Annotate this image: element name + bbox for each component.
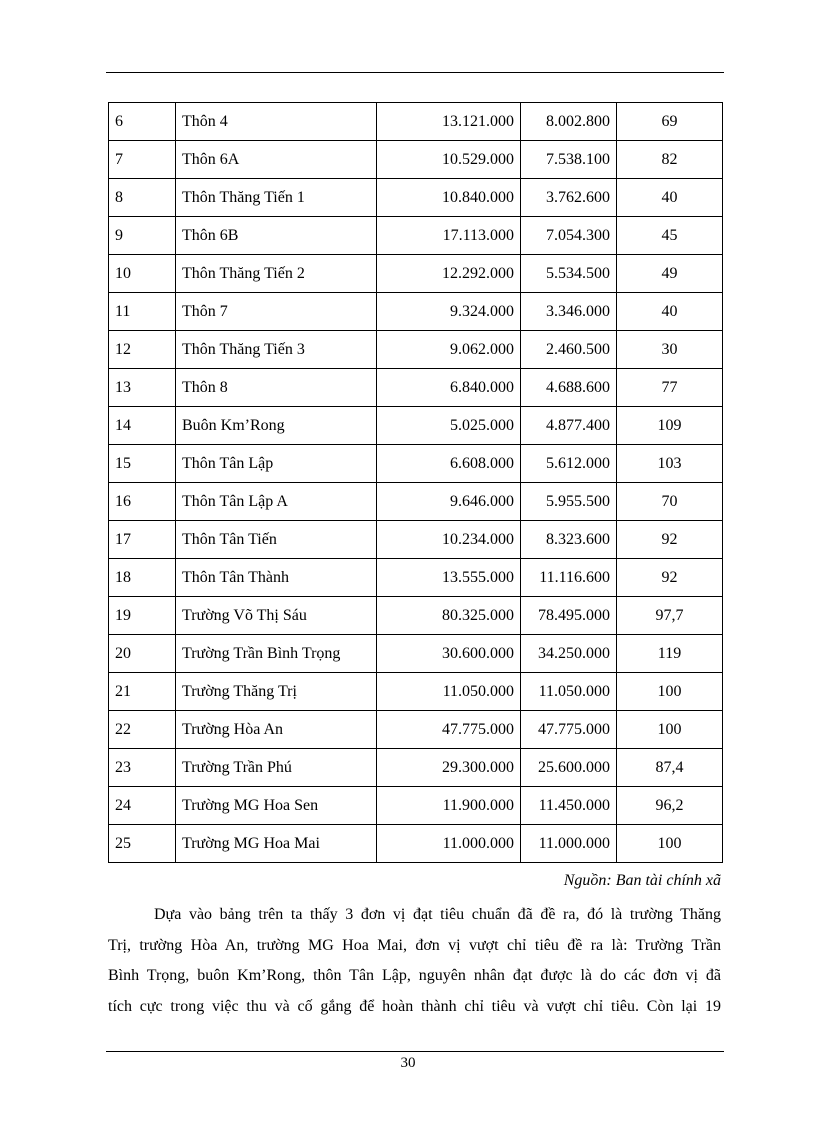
cell-plan-amount: 47.775.000 [377,711,521,749]
cell-percent: 119 [617,635,723,673]
table-row [109,673,723,711]
cell-actual-amount: 3.346.000 [521,293,617,331]
table-row [109,103,723,141]
cell-plan-amount: 17.113.000 [377,217,521,255]
header-rule [106,72,724,73]
cell-unit-name: Thôn 4 [176,103,377,141]
footer-rule [106,1051,724,1052]
cell-plan-amount: 11.050.000 [377,673,521,711]
table-row [109,407,723,445]
cell-plan-amount: 10.234.000 [377,521,521,559]
cell-percent: 45 [617,217,723,255]
cell-actual-amount: 8.323.600 [521,521,617,559]
cell-percent: 100 [617,711,723,749]
table-row [109,179,723,217]
cell-index: 20 [109,635,176,673]
cell-unit-name: Buôn Km’Rong [176,407,377,445]
cell-unit-name: Thôn Thăng Tiến 3 [176,331,377,369]
table-row [109,255,723,293]
table-row [109,369,723,407]
paragraph-line: Bình Trọng, buôn Km’Rong, thôn Tân Lập, nguyên nhân đạt được là do các đơn vị đã [108,967,721,984]
cell-index: 17 [109,521,176,559]
table-row [109,141,723,179]
cell-actual-amount: 11.116.600 [521,559,617,597]
cell-unit-name: Trường Võ Thị Sáu [176,597,377,635]
cell-plan-amount: 6.840.000 [377,369,521,407]
cell-unit-name: Thôn Tân Thành [176,559,377,597]
cell-unit-name: Thôn Tân Tiến [176,521,377,559]
cell-index: 8 [109,179,176,217]
cell-index: 11 [109,293,176,331]
table-body [109,103,723,863]
cell-plan-amount: 13.121.000 [377,103,521,141]
cell-index: 23 [109,749,176,787]
cell-unit-name: Thôn Tân Lập A [176,483,377,521]
cell-index: 19 [109,597,176,635]
cell-actual-amount: 4.877.400 [521,407,617,445]
cell-plan-amount: 29.300.000 [377,749,521,787]
table-row [109,749,723,787]
cell-percent: 103 [617,445,723,483]
cell-unit-name: Thôn 6A [176,141,377,179]
cell-index: 14 [109,407,176,445]
cell-index: 22 [109,711,176,749]
cell-index: 6 [109,103,176,141]
cell-index: 21 [109,673,176,711]
paragraph-line: Dựa vào bảng trên ta thấy 3 đơn vị đạt tiêu chuẩn đã đề ra, đó là trường Thăng [154,906,721,923]
cell-index: 15 [109,445,176,483]
cell-index: 24 [109,787,176,825]
cell-actual-amount: 3.762.600 [521,179,617,217]
cell-percent: 30 [617,331,723,369]
cell-percent: 70 [617,483,723,521]
cell-plan-amount: 9.646.000 [377,483,521,521]
cell-plan-amount: 11.900.000 [377,787,521,825]
table-row [109,711,723,749]
cell-actual-amount: 5.955.500 [521,483,617,521]
cell-plan-amount: 10.529.000 [377,141,521,179]
cell-unit-name: Thôn Tân Lập [176,445,377,483]
cell-plan-amount: 9.062.000 [377,331,521,369]
cell-percent: 40 [617,179,723,217]
table-row [109,559,723,597]
cell-percent: 100 [617,673,723,711]
table-row [109,445,723,483]
cell-plan-amount: 10.840.000 [377,179,521,217]
cell-unit-name: Trường Trần Bình Trọng [176,635,377,673]
cell-unit-name: Thôn 6B [176,217,377,255]
table-row [109,293,723,331]
table-row [109,331,723,369]
cell-percent: 96,2 [617,787,723,825]
cell-percent: 97,7 [617,597,723,635]
cell-actual-amount: 47.775.000 [521,711,617,749]
cell-actual-amount: 2.460.500 [521,331,617,369]
cell-plan-amount: 5.025.000 [377,407,521,445]
cell-unit-name: Thôn 7 [176,293,377,331]
cell-unit-name: Thôn Thăng Tiến 1 [176,179,377,217]
page-number: 30 [400,1055,416,1071]
table-row [109,635,723,673]
cell-plan-amount: 9.324.000 [377,293,521,331]
table-row [109,597,723,635]
cell-actual-amount: 11.050.000 [521,673,617,711]
cell-actual-amount: 11.000.000 [521,825,617,863]
cell-unit-name: Thôn Thăng Tiến 2 [176,255,377,293]
cell-percent: 49 [617,255,723,293]
cell-actual-amount: 78.495.000 [521,597,617,635]
table-row [109,521,723,559]
cell-unit-name: Trường Trần Phú [176,749,377,787]
cell-index: 10 [109,255,176,293]
cell-index: 25 [109,825,176,863]
cell-actual-amount: 25.600.000 [521,749,617,787]
paragraph-line: Trị, trường Hòa An, trường MG Hoa Mai, đơn vị vượt chỉ tiêu đề ra là: Trường Trần [108,936,721,954]
cell-percent: 92 [617,559,723,597]
cell-actual-amount: 7.054.300 [521,217,617,255]
cell-percent: 100 [617,825,723,863]
cell-percent: 87,4 [617,749,723,787]
cell-actual-amount: 8.002.800 [521,103,617,141]
cell-plan-amount: 11.000.000 [377,825,521,863]
cell-percent: 82 [617,141,723,179]
cell-index: 13 [109,369,176,407]
cell-unit-name: Thôn 8 [176,369,377,407]
cell-plan-amount: 12.292.000 [377,255,521,293]
cell-index: 7 [109,141,176,179]
cell-percent: 92 [617,521,723,559]
cell-unit-name: Trường MG Hoa Mai [176,825,377,863]
cell-percent: 109 [617,407,723,445]
cell-index: 16 [109,483,176,521]
cell-actual-amount: 34.250.000 [521,635,617,673]
table-row [109,787,723,825]
cell-plan-amount: 80.325.000 [377,597,521,635]
cell-actual-amount: 11.450.000 [521,787,617,825]
cell-actual-amount: 4.688.600 [521,369,617,407]
cell-unit-name: Trường Hòa An [176,711,377,749]
table-row [109,825,723,863]
table-row [109,217,723,255]
body-paragraph [108,900,721,1022]
cell-plan-amount: 30.600.000 [377,635,521,673]
paragraph-line: tích cực trong việc thu và cố gắng để hoàn thành chỉ tiêu và vượt chỉ tiêu. Còn lại 19 [108,997,721,1015]
cell-percent: 69 [617,103,723,141]
cell-percent: 40 [617,293,723,331]
collection-table [108,102,723,863]
cell-plan-amount: 6.608.000 [377,445,521,483]
cell-unit-name: Trường Thăng Trị [176,673,377,711]
source-note: Nguồn: Ban tài chính xã [563,872,721,889]
cell-actual-amount: 5.534.500 [521,255,617,293]
cell-index: 9 [109,217,176,255]
table-row [109,483,723,521]
cell-plan-amount: 13.555.000 [377,559,521,597]
cell-percent: 77 [617,369,723,407]
cell-actual-amount: 7.538.100 [521,141,617,179]
cell-actual-amount: 5.612.000 [521,445,617,483]
cell-index: 18 [109,559,176,597]
cell-unit-name: Trường MG Hoa Sen [176,787,377,825]
cell-index: 12 [109,331,176,369]
